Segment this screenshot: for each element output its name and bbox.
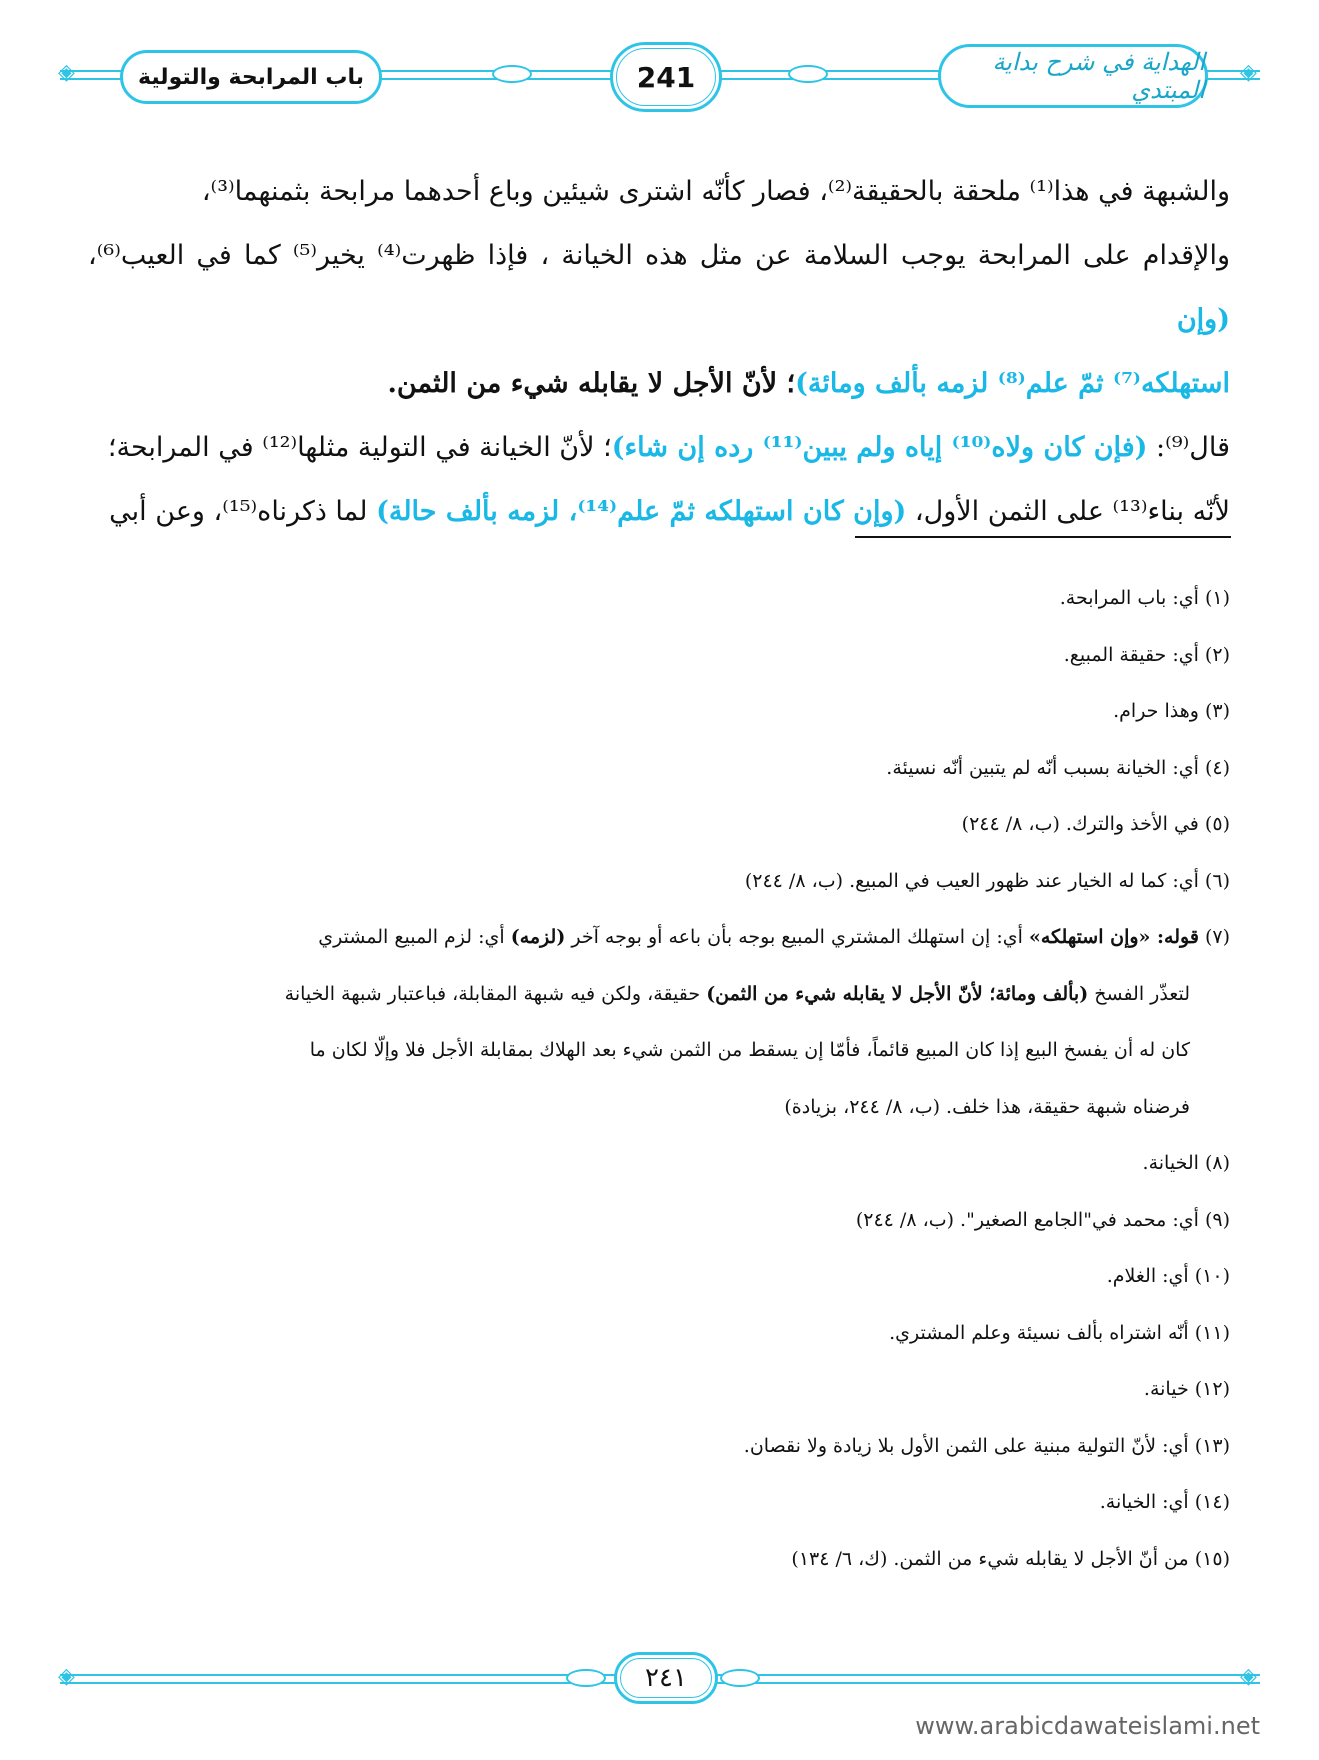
footnote-15: (١٥) من أنّ الأجل لا يقابله شيء من الثمن. (ك، ٦/ ١٣٤): [791, 1547, 1230, 1570]
footer-ornament-left: ◈: [58, 1664, 75, 1689]
main-text-line: [88, 224, 1230, 352]
commentary-text: ؛ لأنّ الخيانة في التولية مثلها⁽¹²⁾ في المرابحة؛: [107, 432, 612, 463]
footnote-7-text: أي: لزم المبيع المشتري: [318, 926, 511, 948]
footnote-separator: [855, 536, 1231, 538]
commentary-text: لأنّه بناء⁽¹³⁾ على الثمن الأول،: [906, 496, 1230, 527]
footnote-4: (٤) أي: الخيانة بسبب أنّه لم يتبين أنّه نسيئة.: [886, 756, 1230, 779]
header-ornament-mid-right: [788, 65, 828, 83]
footnote-7-quote: قوله: «وإن استهلكه»: [1028, 926, 1199, 948]
footnote-7-text: حقيقة، ولكن فيه شبهة المقابلة، فباعتبار شبهة الخيانة: [284, 982, 707, 1005]
header-section-title: باب المرابحة والتولية: [137, 64, 364, 90]
footer-ornament-mid-right: [720, 1669, 760, 1687]
main-text-line: [88, 480, 1230, 544]
footnote-7-continued: كان له أن يفسخ البيع إذا كان المبيع قائماً، فأمّا إن يسقط من الثمن شيء بعد الهلاك بمقابلة الأجل فلا وإلّا لكان ما: [309, 1039, 1190, 1061]
footnote-14: (١٤) أي: الخيانة.: [1099, 1491, 1230, 1513]
main-text-block: [88, 160, 1230, 544]
footer-ornament-mid-left: [566, 1669, 606, 1687]
footnote-7: [88, 909, 1230, 966]
commentary-text: لما ذكرناه⁽¹⁵⁾، وعن أبي: [109, 496, 377, 527]
header-ornament-right: ◈: [1240, 60, 1257, 85]
commentary-text: والإقدام على المرابحة يوجب السلامة عن مثل هذه الخيانة ، فإذا ظهرت⁽⁴⁾ يخير⁽⁵⁾ كما في العيب⁽⁶⁾،: [88, 240, 1230, 271]
footnote-5: (٥) في الأخذ والترك. (ب، ٨/ ٢٤٤): [961, 813, 1230, 835]
footnote-13: (١٣) أي: لأنّ التولية مبنية على الثمن الأول بلا زيادة ولا نقصان.: [743, 1434, 1230, 1457]
footnote-6: (٦) أي: كما له الخيار عند ظهور العيب في المبيع. (ب، ٨/ ٢٤٤): [744, 869, 1230, 892]
footer-page-number-box: [614, 1652, 718, 1704]
footnote-8: (٨) الخيانة.: [1142, 1152, 1230, 1174]
footnote-1: (١) أي: باب المرابحة.: [1059, 587, 1230, 609]
footnote-10: (١٠) أي: الغلام.: [1106, 1265, 1230, 1287]
header-section-title-box: [120, 50, 382, 104]
header-ornament-mid-left: [492, 65, 532, 83]
main-text-line: [88, 352, 1230, 416]
matn-text: (وإن كان استهلكه ثمّ علم⁽¹⁴⁾، لزمه بألف حالة): [376, 496, 907, 527]
footnote-7-number: (٧): [1198, 926, 1230, 948]
header-book-title-box: [938, 44, 1208, 108]
commentary-text: والشبهة في هذا⁽¹⁾ ملحقة بالحقيقة⁽²⁾، فصار كأنّه اشترى شيئين وباع أحدهما مرابحة بثمنهما⁽³⁾،: [201, 176, 1230, 207]
header-page-number-box: [610, 42, 722, 112]
footer-ornament-right: ◈: [1240, 1664, 1257, 1689]
footer-page-number: ٢٤١: [645, 1663, 687, 1693]
footnote-7-quote: (بألف ومائة؛ لأنّ الأجل لا يقابله شيء من الثمن): [706, 982, 1089, 1005]
matn-text: استهلكه⁽⁷⁾ ثمّ علم⁽⁸⁾ لزمه بألف ومائة): [795, 368, 1230, 399]
matn-text: (وإن: [1176, 304, 1230, 335]
matn-text: (فإن كان ولاه⁽¹⁰⁾ إياه ولم يبين⁽¹¹⁾ رده إن شاء): [611, 432, 1148, 463]
footnote-7-quote: (لزمه): [510, 926, 566, 948]
commentary-text: قال⁽⁹⁾:: [1147, 432, 1230, 463]
commentary-text: ؛ لأنّ الأجل لا يقابله شيء من الثمن.: [387, 368, 796, 399]
footnote-3: (٣) وهذا حرام.: [1113, 700, 1230, 722]
header-page-number: 241: [636, 60, 696, 94]
footnote-7-text: لتعذّر الفسخ: [1088, 982, 1190, 1005]
footnote-7-continued: فرضناه شبهة حقيقة، هذا خلف. (ب، ٨/ ٢٤٤، بزيادة): [784, 1095, 1190, 1118]
footnote-12: (١٢) خيانة.: [1143, 1378, 1230, 1400]
footnote-9: (٩) أي: محمد في"الجامع الصغير". (ب، ٨/ ٢٤٤): [855, 1208, 1230, 1231]
main-text-line: [88, 160, 1230, 224]
footnotes-block: [88, 570, 1230, 1587]
website-url: www.arabicdawateislami.net: [915, 1712, 1260, 1740]
footnote-2: (٢) أي: حقيقة المبيع.: [1063, 643, 1230, 666]
footnote-7-continued: [88, 966, 1230, 1023]
footnote-11: (١١) أنّه اشتراه بألف نسيئة وعلم المشتري.: [889, 1321, 1230, 1344]
header-ornament-left: ◈: [58, 60, 75, 85]
main-text-line: [88, 416, 1230, 480]
header-book-title: الهداية في شرح بداية المبتدي: [992, 48, 1205, 104]
footnote-7-text: أي: إن استهلك المشتري المبيع بوجه بأن باعه أو بوجه آخر: [565, 926, 1029, 948]
